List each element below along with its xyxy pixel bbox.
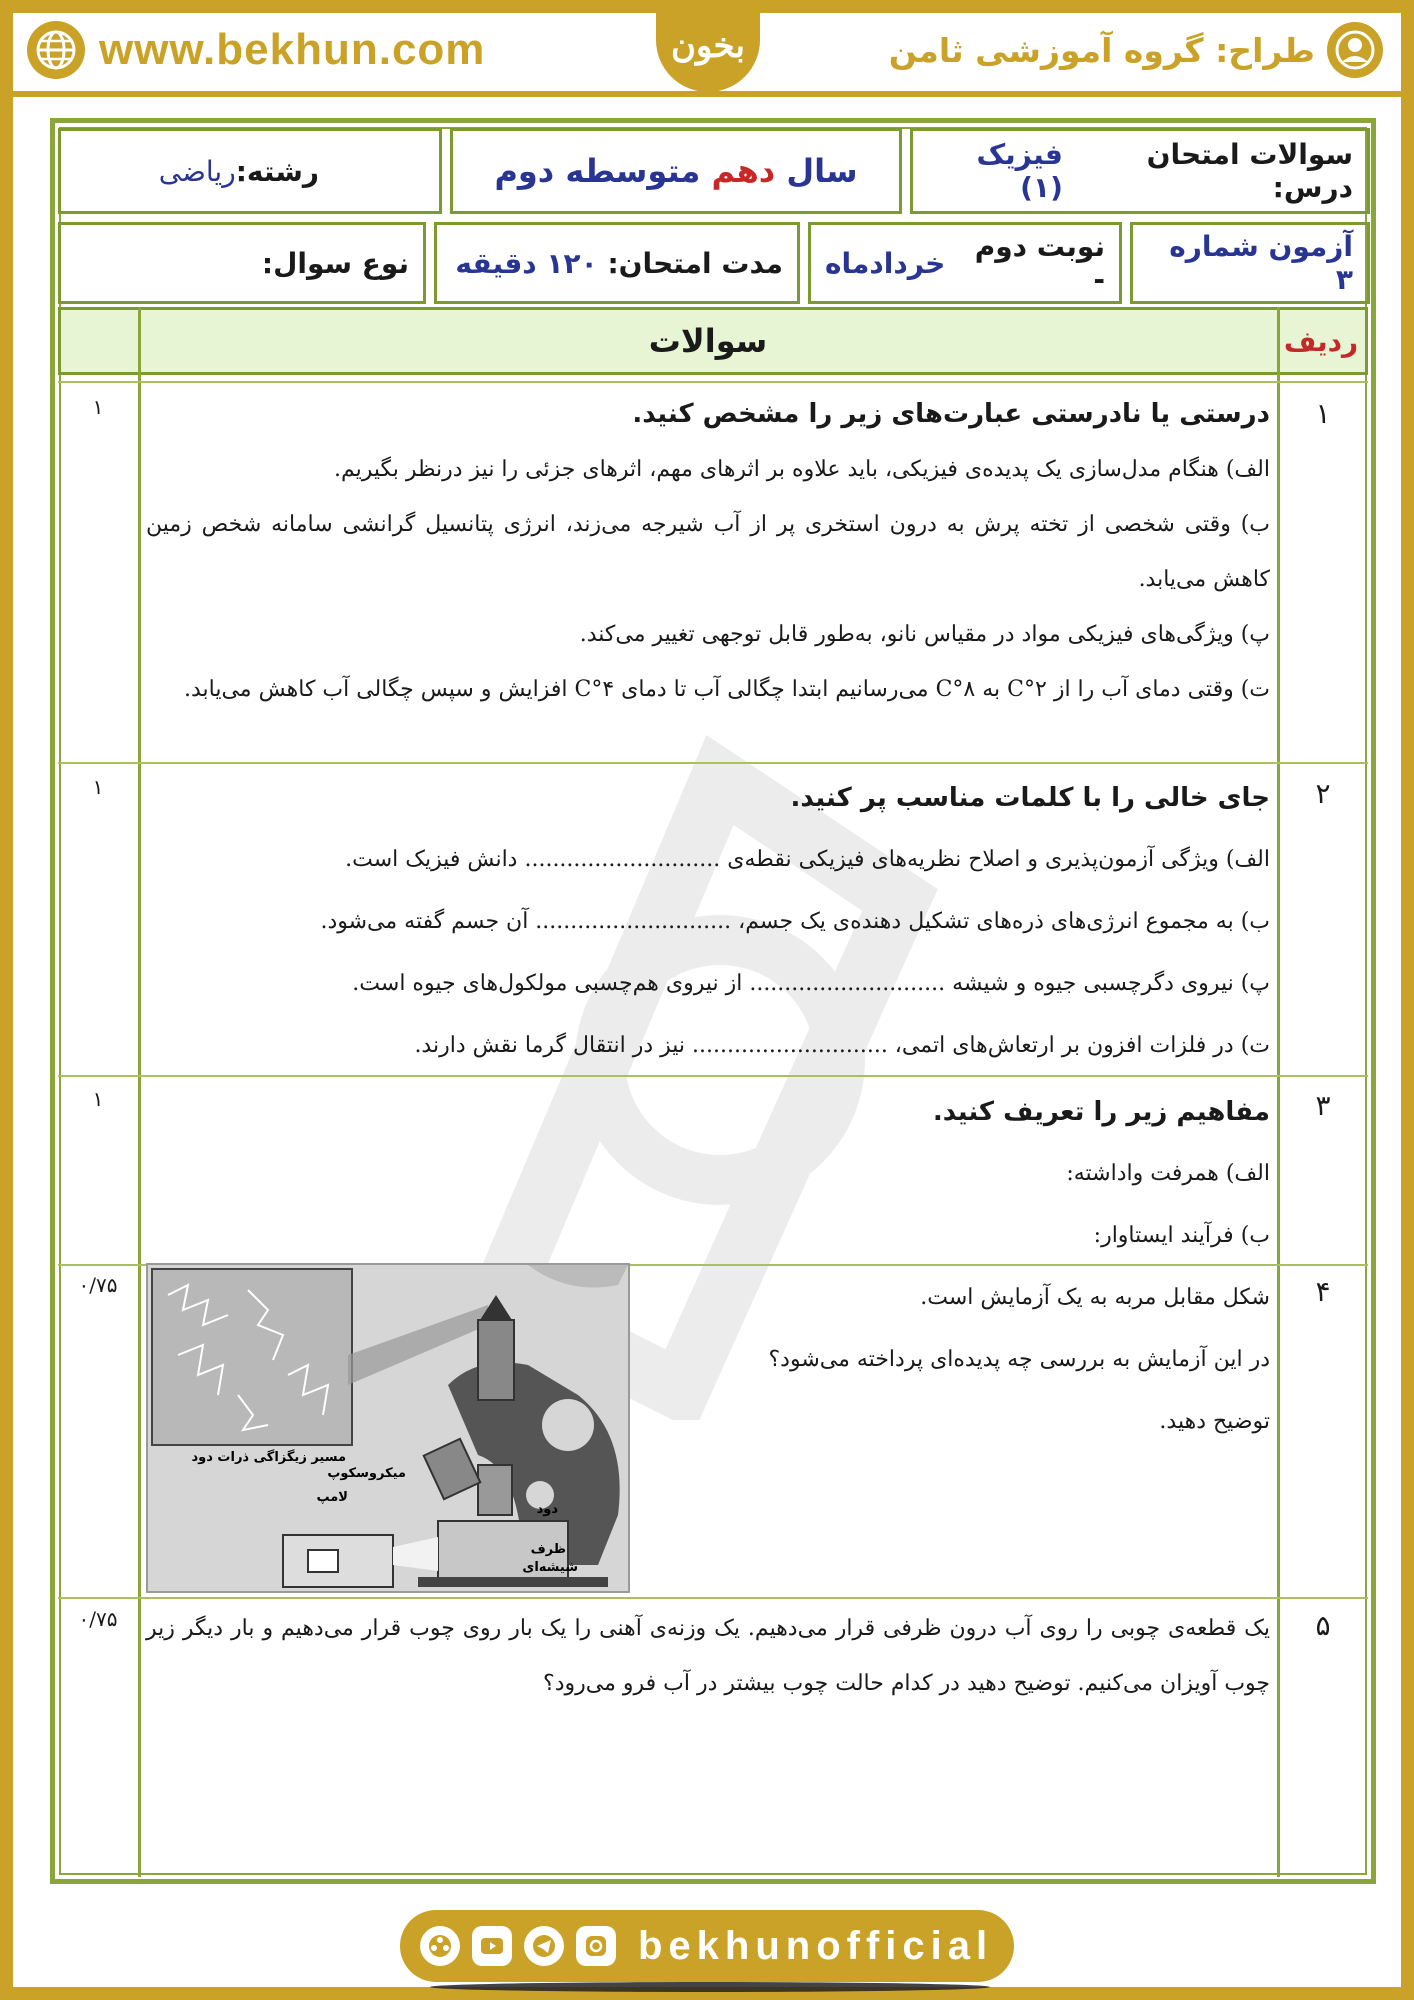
- question-title: مفاهیم زیر را تعریف کنید.: [932, 1097, 1270, 1127]
- question-item: الف) هنگام مدل‌سازی یک پدیده‌ی فیزیکی، باید علاوه بر اثرهای مهم، اثرهای جزئی را نیز درنظر بگیریم.: [334, 457, 1270, 482]
- questions-table: [58, 307, 1368, 1877]
- question-item: پ) ویژگی‌های فیزیکی مواد در مقیاس نانو، به‌طور قابل توجهی تغییر می‌کند.: [579, 622, 1270, 647]
- duration-value: ۱۲۰ دقیقه: [455, 246, 598, 280]
- course-cell: [910, 128, 1370, 214]
- session-label: نوبت دوم -: [974, 230, 1105, 296]
- question-score: ۱: [92, 395, 104, 419]
- blank-item: ت) در فلزات افزون بر ارتعاش‌های اتمی، ............................ نیز در انتقال گرما نقش دارند.: [414, 1033, 1270, 1058]
- figure-label-container: ظرف: [530, 1542, 566, 1557]
- definition-item: ب) فرآیند ایستاوار:: [1093, 1223, 1270, 1248]
- figure-label-lamp: لامپ: [316, 1490, 348, 1505]
- question-item: در این آزمایش به بررسی چه پدیده‌ای پرداخته می‌شود؟: [768, 1347, 1270, 1372]
- duration-label: مدت امتحان:: [607, 246, 783, 280]
- session-value: خردادماه: [825, 246, 946, 280]
- question-title: درستی یا نادرستی عبارت‌های زیر را مشخص کنید.: [632, 399, 1270, 429]
- question-4: [658, 1267, 1270, 1453]
- globe-icon: [27, 21, 85, 79]
- definition-item: الف) همرفت واداشته:: [1066, 1161, 1270, 1186]
- table-header: [58, 307, 1368, 375]
- logo-text: بخون: [671, 26, 745, 66]
- field-value: ریاضی: [158, 154, 236, 188]
- question-type-label: نوع سوال:: [261, 246, 409, 280]
- duration-cell: [434, 222, 800, 304]
- website-url[interactable]: www.bekhun.com: [99, 25, 486, 74]
- footer-shadow: [430, 1982, 990, 1992]
- field-cell: [58, 128, 442, 214]
- course-value: فیزیک (۱): [976, 138, 1063, 204]
- figure-label-smoke: دود: [536, 1502, 558, 1517]
- social-handle[interactable]: bekhunofficial: [638, 1923, 994, 1968]
- social-footer: [400, 1910, 1014, 1982]
- question-1: [146, 387, 1270, 717]
- question-title: جای خالی را با کلمات مناسب پر کنید.: [790, 783, 1270, 813]
- film-reel-icon[interactable]: [420, 1926, 460, 1966]
- blank-item: ب) به مجموع انرژی‌های ذره‌های تشکیل دهنده‌ی یک جسم، ............................ آن جسم گفته می‌شود.: [320, 909, 1270, 934]
- question-number: ۳: [1315, 1089, 1331, 1122]
- grade-cell: [450, 128, 902, 214]
- question-item: توضیح دهید.: [1159, 1409, 1270, 1434]
- designer-block: [889, 19, 1383, 81]
- designer-label: طراح: گروه آموزشی ثامن: [888, 30, 1315, 70]
- grade-highlight: دهم: [711, 152, 776, 190]
- field-label: رشته:: [235, 154, 319, 188]
- question-number: ۵: [1315, 1609, 1331, 1642]
- question-score: ۰/۷۵: [78, 1273, 118, 1297]
- question-3: [146, 1081, 1270, 1267]
- blank-item: پ) نیروی دگرچسبی جیوه و شیشه ............................ از نیروی هم‌چسبی مولکول‌های جیوه است.: [352, 971, 1270, 996]
- question-number: ۲: [1315, 777, 1331, 810]
- website-block[interactable]: [27, 19, 485, 81]
- question-item: ب) وقتی شخصی از تخته پرش به درون استخری پر از آب شیرجه می‌زند، انرژی پتانسیل گرانشی سامانه شخص زمین کاهش می‌یابد.: [146, 512, 1270, 592]
- figure-label-path: مسیر زیگزاگی ذرات دود: [191, 1450, 346, 1465]
- grade-prefix: سال: [786, 152, 858, 190]
- question-type-cell: [58, 222, 426, 304]
- questions-header: سوالات: [648, 322, 768, 360]
- figure-label-microscope: میکروسکوپ: [327, 1466, 406, 1481]
- blank-item: الف) ویژگی آزمون‌پذیری و اصلاح نظریه‌های فیزیکی نقطه‌ی ............................ دانش فیزیک است.: [345, 847, 1270, 872]
- instagram-icon[interactable]: [576, 1926, 616, 1966]
- question-score: ۰/۷۵: [78, 1607, 118, 1631]
- exam-number-cell: [1130, 222, 1370, 304]
- experiment-figure: [146, 1263, 630, 1593]
- youtube-icon[interactable]: [472, 1926, 512, 1966]
- question-item: ت) وقتی دمای آب را از ۲°C به ۸°C می‌رسانیم ابتدا چگالی آب تا دمای ۴°C افزایش و سپس چگالی آب کاهش می‌یابد.: [183, 677, 1270, 702]
- question-2: [146, 767, 1270, 1077]
- session-cell: [808, 222, 1122, 304]
- question-5: [146, 1601, 1270, 1711]
- exam-number: آزمون شماره ۳: [1169, 230, 1353, 296]
- grade-suffix: متوسطه دوم: [494, 152, 701, 190]
- row-header: ردیف: [1283, 324, 1359, 358]
- user-icon: [1327, 22, 1383, 78]
- question-score: ۱: [92, 1087, 104, 1111]
- question-number: ۴: [1315, 1275, 1331, 1308]
- question-number: ۱: [1315, 397, 1331, 430]
- question-score: ۱: [92, 775, 104, 799]
- figure-label-glass: شیشه‌ای: [522, 1560, 578, 1575]
- question-item: شکل مقابل مربه به یک آزمایش است.: [920, 1285, 1270, 1310]
- question-item: یک قطعه‌ی چوبی را روی آب درون ظرفی قرار می‌دهیم. یک وزنه‌ی آهنی را یک بار روی چوب قرار می‌دهیم و بار دیگر زیر چوب آویزان می‌کنیم. توضیح دهید در کدام حالت چوب بیشتر در آب فرو می‌رود؟: [146, 1616, 1270, 1696]
- course-label: سوالات امتحان درس:: [1146, 138, 1353, 204]
- telegram-icon[interactable]: [524, 1926, 564, 1966]
